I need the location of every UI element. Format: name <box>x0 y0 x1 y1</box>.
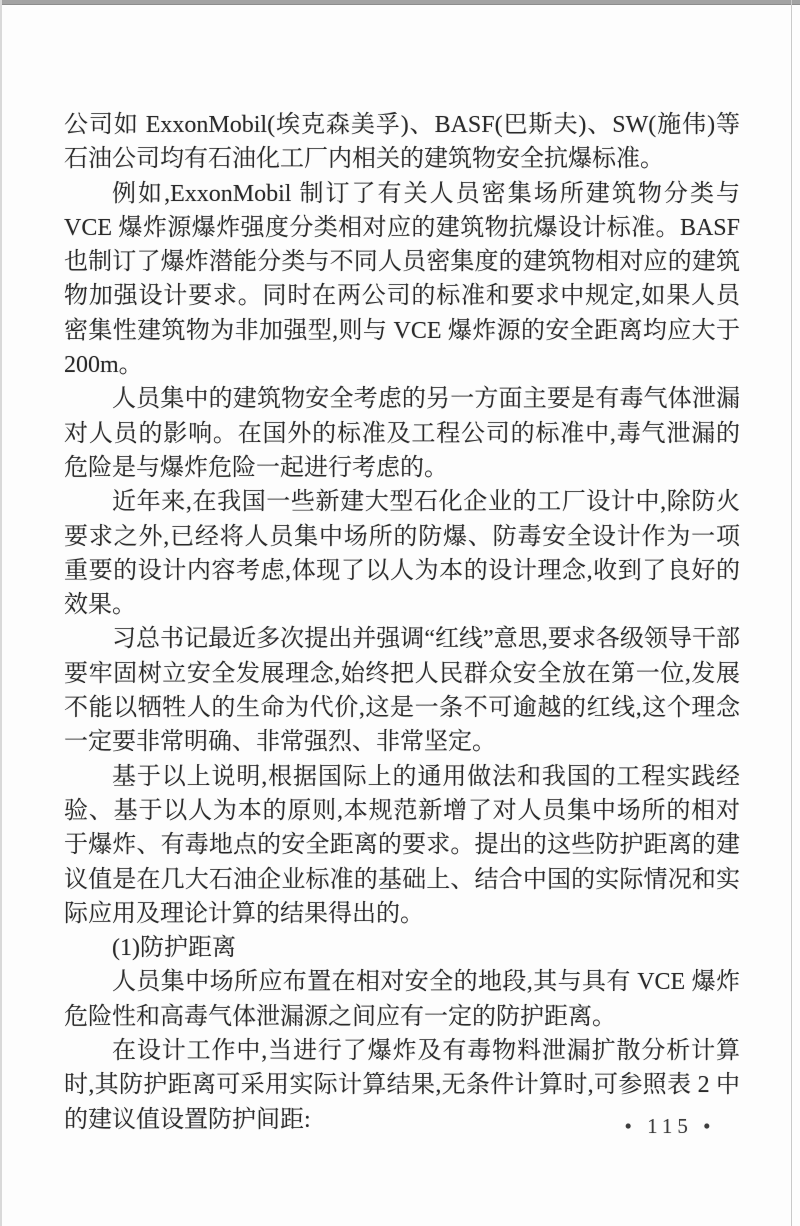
paragraph: 在设计工作中,当进行了爆炸及有毒物料泄漏扩散分析计算时,其防护距离可采用实际计算结果,无条件计算时,可参照表 2 中的建议值设置防护间距: <box>64 1038 740 1133</box>
scan-top-edge-artifact <box>0 0 800 5</box>
paragraph-continuation: 公司如 ExxonMobil(埃克森美孚)、BASF(巴斯夫)、SW(施伟)等石油公司均有石油化工厂内相关的建筑物安全抗爆标准。 <box>64 112 740 173</box>
paragraph: 人员集中场所应布置在相对安全的地段,其与具有 VCE 爆炸危险性和高毒气体泄漏源之间应有一定的防护距离。 <box>64 969 740 1030</box>
paragraph: 近年来,在我国一些新建大型石化企业的工厂设计中,除防火要求之外,已经将人员集中场所的防爆、防毒安全设计作为一项重要的设计内容考虑,体现了以人为本的设计理念,收到了良好的效果。 <box>64 489 740 619</box>
scan-left-edge-artifact <box>0 0 2 1226</box>
page-number: • 115 • <box>624 1114 716 1138</box>
paragraph: 习总书记最近多次提出并强调“红线”意思,要求各级领导干部要牢固树立安全发展理念,始终把人民群众安全放在第一位,发展不能以牺牲人的生命为代价,这是一条不可逾越的红线,这个理念一定要非常明确、非常强烈、非常坚定。 <box>64 626 740 756</box>
paragraph: 人员集中的建筑物安全考虑的另一方面主要是有毒气体泄漏对人员的影响。在国外的标准及工程公司的标准中,毒气泄漏的危险是与爆炸危险一起进行考虑的。 <box>64 386 740 481</box>
list-item-heading: (1)防护距离 <box>112 935 236 962</box>
scan-right-edge-artifact <box>791 0 792 1226</box>
paragraph: 例如,ExxonMobil 制订了有关人员密集场所建筑物分类与 VCE 爆炸源爆炸强度分类相对应的建筑物抗爆设计标准。BASF 也制订了爆炸潜能分类与不同人员密集度的建筑物相对应的建筑物加强设计要求。同时在两公司的标准和要求中规定,如果人员密集性建筑物为非加强型,则与 VCE 爆炸源的安全距离均应大于 200m。 <box>64 180 740 379</box>
paragraph: 基于以上说明,根据国际上的通用做法和我国的工程实践经验、基于以人为本的原则,本规范新增了对人员集中场所的相对于爆炸、有毒地点的安全距离的要求。提出的这些防护距离的建议值是在几大石油企业标准的基础上、结合中国的实际情况和实际应用及理论计算的结果得出的。 <box>64 763 740 927</box>
body-text <box>64 108 740 1137</box>
